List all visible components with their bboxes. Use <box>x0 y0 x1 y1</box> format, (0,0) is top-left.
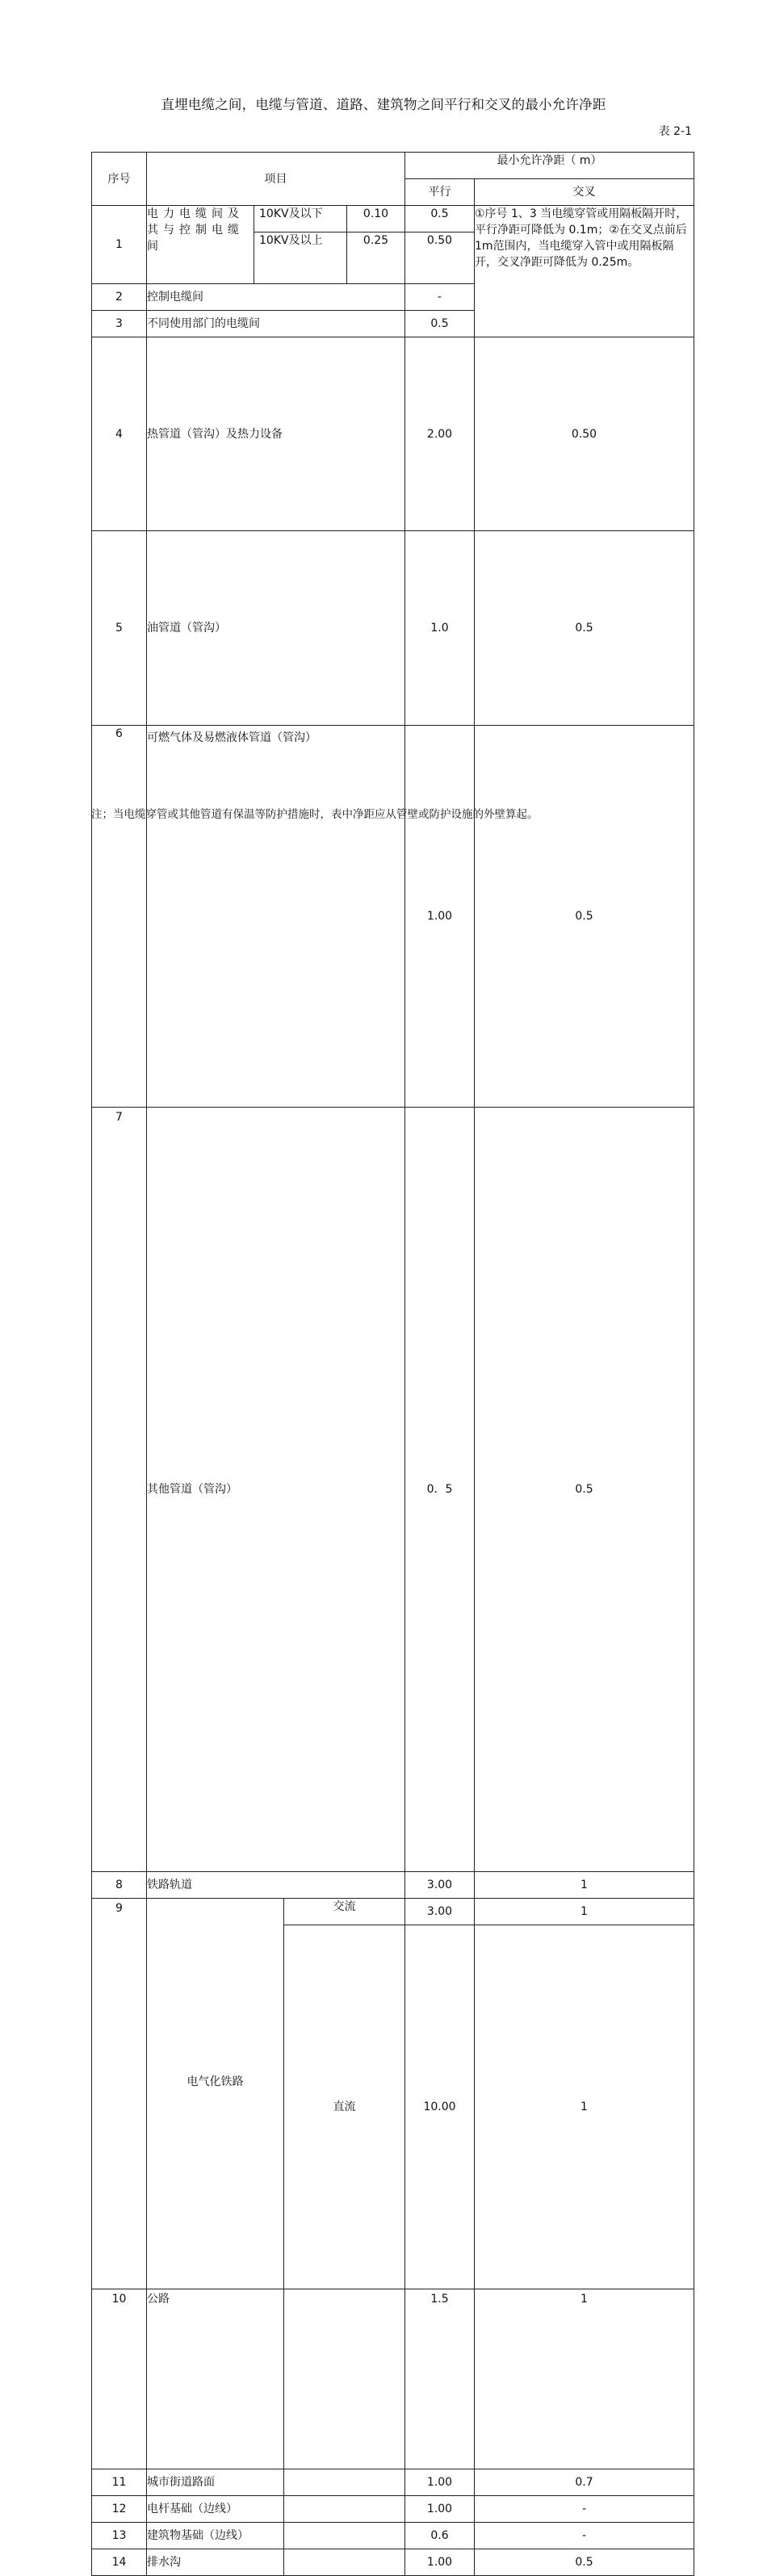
row-12-blank <box>284 2496 405 2523</box>
row-9-seq: 9 <box>92 1899 147 2289</box>
clearance-table <box>91 152 694 2576</box>
row-8-cross: 1 <box>475 1872 694 1899</box>
row-5-seq: 5 <box>92 531 147 725</box>
row-1-seq: 1 <box>92 206 147 284</box>
row-3-parallel: 0.5 <box>405 311 475 337</box>
row-14-blank <box>284 2549 405 2576</box>
row-9-parallel-b: 10.00 <box>405 1925 475 2289</box>
remark-group-1: ①序号 1、3 当电缆穿管或用隔板隔开时，平行净距可降低为 0.1m；②在交叉点前后 1m范围内，当电缆穿入管中或用隔板隔开，交叉净距可降低为 0.25m。 <box>475 206 694 337</box>
row-2-parallel: - <box>405 284 475 311</box>
row-13-seq: 13 <box>92 2523 147 2549</box>
row-6-seq: 6 <box>92 725 147 1107</box>
row-7-seq: 7 <box>92 1108 147 1872</box>
row-10-cross: 1 <box>475 2289 694 2469</box>
row-9-sub-a: 交流 <box>284 1899 405 1925</box>
row-9-parallel-a: 3.00 <box>405 1899 475 1925</box>
row-11-parallel: 1.00 <box>405 2469 475 2496</box>
row-13-parallel: 0.6 <box>405 2523 475 2549</box>
row-13-item: 建筑物基础（边线） <box>147 2523 284 2549</box>
row-4-item: 热管道（管沟）及热力设备 <box>147 337 405 531</box>
row-1-sub-a: 10KV及以下 <box>254 206 347 232</box>
row-7-cross: 0.5 <box>475 1108 694 1872</box>
row-9-sub-b: 直流 <box>284 1925 405 2289</box>
row-1-parallel-a: 0.10 <box>347 206 405 232</box>
row-10-parallel: 1.5 <box>405 2289 475 2469</box>
header-item: 项目 <box>147 153 405 206</box>
row-1-sub-b: 10KV及以上 <box>254 232 347 284</box>
row-9-cross-b: 1 <box>475 1925 694 2289</box>
row-11-cross: 0.7 <box>475 2469 694 2496</box>
row-12-seq: 12 <box>92 2496 147 2523</box>
row-12-parallel: 1.00 <box>405 2496 475 2523</box>
row-8-item: 铁路轨道 <box>147 1872 405 1899</box>
row-7-parallel: 0．5 <box>405 1108 475 1872</box>
row-10-seq: 10 <box>92 2289 147 2469</box>
row-4-cross: 0.50 <box>475 337 694 531</box>
table-number: 表 2-1 <box>658 125 692 138</box>
row-1-item: 电力电缆间及其与控制电缆间 <box>147 206 254 284</box>
row-2-seq: 2 <box>92 284 147 311</box>
row-7-item: 其他管道（管沟） <box>147 1108 405 1872</box>
row-10-item: 公路 <box>147 2289 284 2469</box>
row-1-parallel-b: 0.25 <box>347 232 405 284</box>
page-title: 直埋电缆之间，电缆与管道、道路、建筑物之间平行和交叉的最小允许净距 <box>161 97 606 112</box>
row-6-cross: 0.5 <box>475 725 694 1107</box>
row-8-seq: 8 <box>92 1872 147 1899</box>
header-cross: 交叉 <box>475 179 694 206</box>
row-12-cross: - <box>475 2496 694 2523</box>
row-6-item: 可燃气体及易燃液体管道（管沟） <box>147 725 405 1107</box>
row-14-parallel: 1.00 <box>405 2549 475 2576</box>
row-13-cross: - <box>475 2523 694 2549</box>
header-parallel: 平行 <box>405 179 475 206</box>
header-min-distance: 最小允许净距（ m） <box>405 153 694 179</box>
row-3-item: 不同使用部门的电缆间 <box>147 311 405 337</box>
row-9-item: 电气化铁路 <box>147 1899 284 2289</box>
row-14-seq: 14 <box>92 2549 147 2576</box>
row-11-blank <box>284 2469 405 2496</box>
row-2-item: 控制电缆间 <box>147 284 405 311</box>
row-14-item: 排水沟 <box>147 2549 284 2576</box>
row-11-item: 城市街道路面 <box>147 2469 284 2496</box>
row-1-cross-a: 0.5 <box>405 206 475 232</box>
row-14-cross: 0.5 <box>475 2549 694 2576</box>
header-seq: 序号 <box>92 153 147 206</box>
row-10-blank <box>284 2289 405 2469</box>
row-6-parallel: 1.00 <box>405 725 475 1107</box>
row-5-cross: 0.5 <box>475 531 694 725</box>
row-8-parallel: 3.00 <box>405 1872 475 1899</box>
row-5-item: 油管道（管沟） <box>147 531 405 725</box>
row-1-cross-b: 0.50 <box>405 232 475 284</box>
table-footnote: 注；当电缆穿管或其他管道有保温等防护措施时，表中净距应从管壁或防护设施的外壁算起。 <box>91 808 539 821</box>
row-5-parallel: 1.0 <box>405 531 475 725</box>
row-12-item: 电杆基础（边线） <box>147 2496 284 2523</box>
row-9-cross-a: 1 <box>475 1899 694 1925</box>
row-4-seq: 4 <box>92 337 147 531</box>
row-3-seq: 3 <box>92 311 147 337</box>
row-4-parallel: 2.00 <box>405 337 475 531</box>
row-13-blank <box>284 2523 405 2549</box>
row-11-seq: 11 <box>92 2469 147 2496</box>
